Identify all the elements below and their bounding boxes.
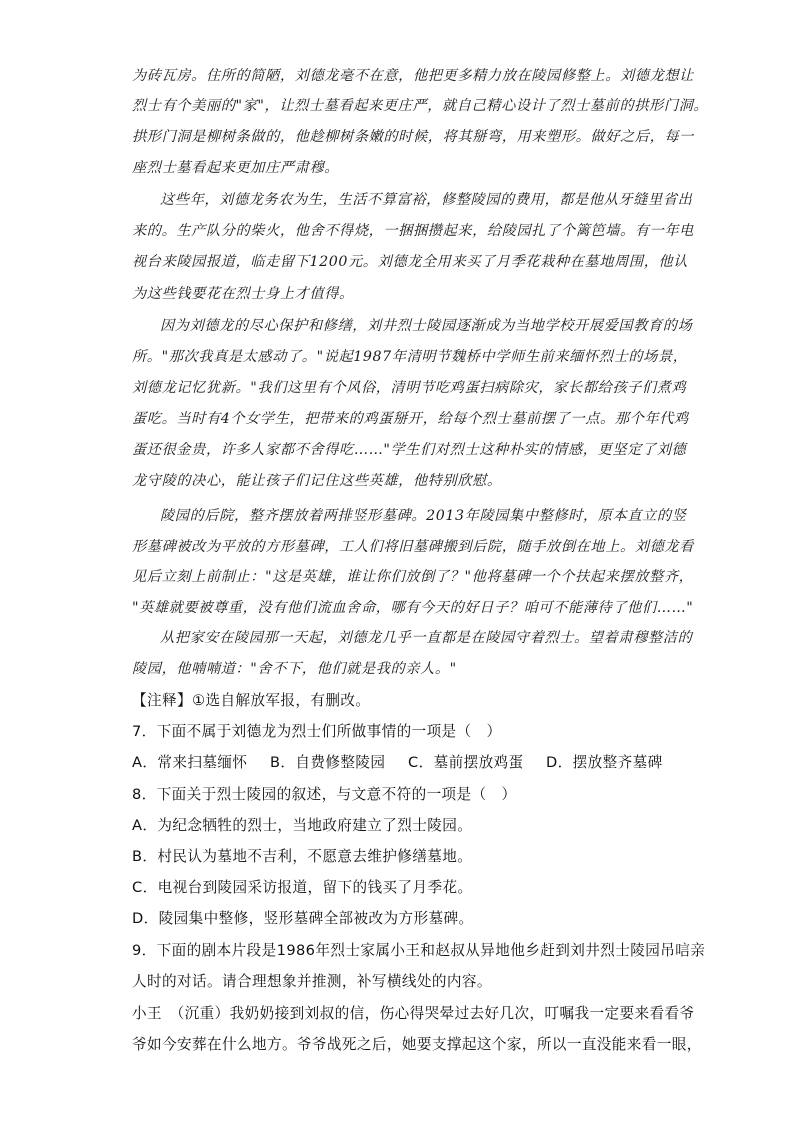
passage-line: 这些年，刘德龙务农为生，生活不算富裕，修整陵园的费用，都是他从牙缝里省出	[160, 192, 693, 208]
option-a[interactable]: A．常来扫墓缅怀	[132, 754, 248, 771]
passage-line: "英雄就要被尊重，没有他们流血舍命，哪有今天的好日子？咱可不能薄待了他们……"	[132, 600, 694, 616]
option-d[interactable]: D．摆放整齐墓碑	[546, 754, 663, 771]
passage-line: 所。"那次我真是太感动了。"说起1987年清明节魏桥中学师生前来缅怀烈士的场景，	[132, 349, 688, 365]
passage-line: 烈士有个美丽的"家"，让烈士墓看起来更庄严，就自己精心设计了烈士墓前的拱形门洞。	[132, 98, 709, 114]
passage-line: 因为刘德龙的尽心保护和修缮，刘井烈士陵园逐渐成为当地学校开展爱国教育的场	[160, 318, 693, 334]
passage-line: 见后立刻上前制止："这是英雄，谁让你们放倒了？"他将墓碑一个个扶起来摆放整齐，	[132, 569, 694, 585]
passage-line: 来的。生产队分的柴火，他舍不得烧，一捆捆攒起来，给陵园扎了个篱笆墙。有一年电	[132, 223, 694, 239]
option-c[interactable]: C．电视台到陵园采访报道，留下的钱买了月季花。	[132, 879, 473, 896]
option-c[interactable]: C．墓前摆放鸡蛋	[408, 754, 524, 771]
script-dialogue-line: 小王 （沉重）我奶奶接到刘叔的信，伤心得哭晕过去好几次，叮嘱我一定要来看看爷	[132, 1005, 695, 1022]
annotation-note: 【注释】①选自解放军报，有删改。	[132, 692, 371, 709]
option-a[interactable]: A．为纪念牺牲的烈士，当地政府建立了烈士陵园。	[132, 817, 473, 834]
passage-line: 形墓碑被改为平放的方形墓碑，工人们将旧墓碑搬到后院，随手放倒在地上。刘德龙看	[132, 539, 694, 555]
passage-line: 刘德龙记忆犹新。"我们这里有个风俗，清明节吃鸡蛋扫病除灾，家长都给孩子们煮鸡	[132, 380, 687, 396]
script-dialogue-line: 爷如今安葬在什么地方。爷爷战死之后，她要支撑起这个家，所以一直没能来看一眼，	[132, 1036, 702, 1053]
passage-line: 为砖瓦房。住所的简陋，刘德龙毫不在意，他把更多精力放在陵园修整上。刘德龙想让	[132, 68, 694, 84]
question-8-stem: 8．下面关于烈士陵园的叙述，与文意不符的一项是（ ）	[132, 786, 517, 803]
passage-line: 视台来陵园报道，临走留下1200元。刘德龙全用来买了月季花栽种在墓地周围，他认	[132, 254, 689, 270]
passage-line: 座烈士墓看起来更加庄严肃穆。	[132, 160, 340, 176]
question-9-stem: 9．下面的剧本片段是1986年烈士家属小王和赵叔从异地他乡赶到刘井烈士陵园吊唁亲	[132, 942, 706, 959]
option-d[interactable]: D．陵园集中整修，竖形墓碑全部被改为方形墓碑。	[132, 910, 474, 927]
question-7-stem: 7．下面不属于刘德龙为烈士们所做事情的一项是（ ）	[132, 723, 502, 740]
passage-line: 陵园的后院，整齐摆放着两排竖形墓碑。2013年陵园集中整修时，原本直立的竖	[160, 508, 687, 524]
passage-line: 龙守陵的决心，能让孩子们记住这些英雄，他特别欣慰。	[132, 473, 502, 489]
passage-line: 蛋还很金贵，许多人家都不舍得吃……"学生们对烈士这种朴实的情感，更坚定了刘德	[132, 442, 687, 458]
question-9-stem: 人时的对话。请合理想象并推测，补写横线处的内容。	[132, 973, 492, 990]
option-b[interactable]: B．自费修整陵园	[270, 754, 386, 771]
passage-line: 蛋吃。当时有4个女学生，把带来的鸡蛋掰开，给每个烈士墓前摆了一点。那个年代鸡	[132, 411, 689, 427]
passage-line: 陵园，他喃喃道："舍不下，他们就是我的亲人。"	[132, 661, 457, 677]
question-7-options	[132, 753, 672, 773]
passage-line: 拱形门洞是柳树条做的，他趁柳树条嫩的时候，将其掰弯，用来塑形。做好之后，每一	[132, 129, 694, 145]
option-b[interactable]: B．村民认为墓地不吉利，不愿意去维护修缮墓地。	[132, 848, 473, 865]
passage-line: 为这些钱要花在烈士身上才值得。	[132, 286, 354, 302]
passage-line: 从把家安在陵园那一天起，刘德龙几乎一直都是在陵园守着烈士。望着肃穆整洁的	[160, 630, 693, 646]
